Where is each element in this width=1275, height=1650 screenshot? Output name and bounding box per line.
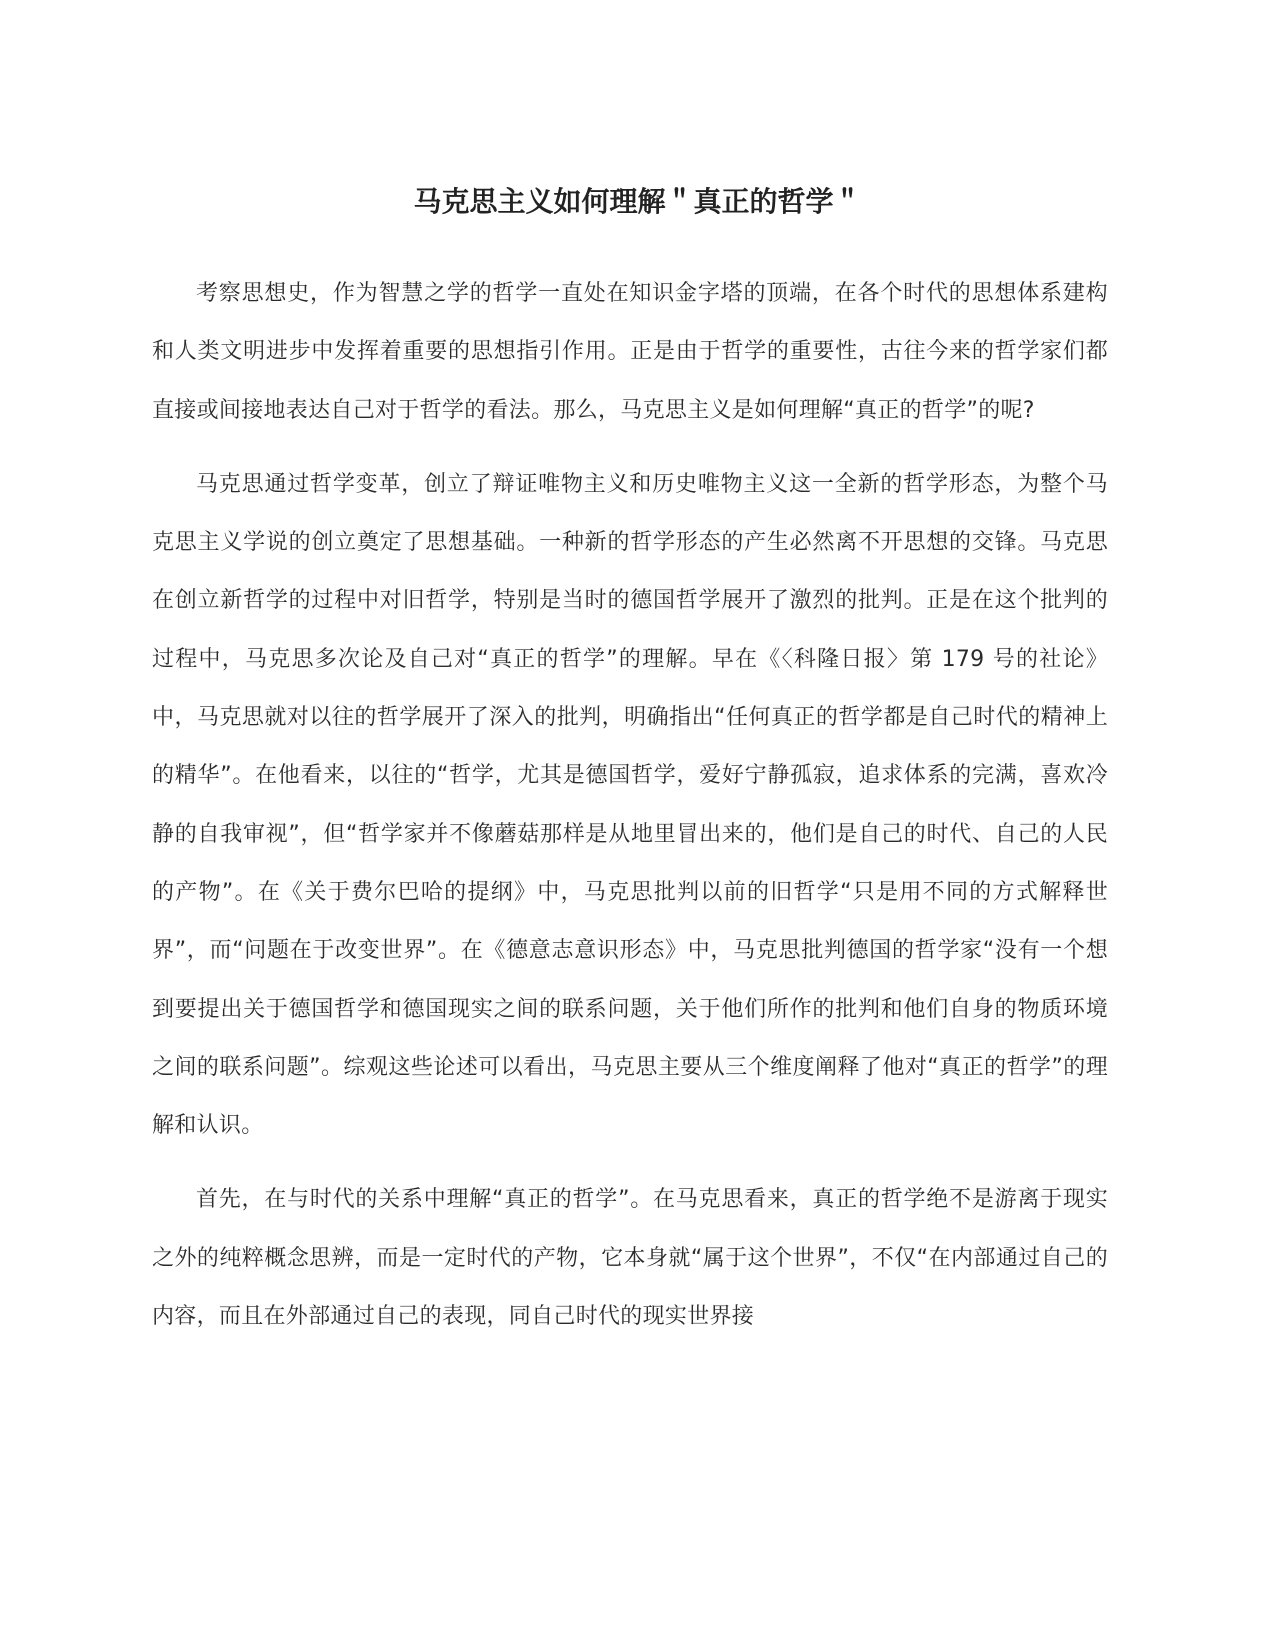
paragraph-3: 首先，在与时代的关系中理解“真正的哲学”。在马克思看来，真正的哲学绝不是游离于现实之外的纯粹概念思辨，而是一定时代的产物，它本身就“属于这个世界”，不仅“在内部通过自己的内容，而且在外部通过自己的表现，同自己时代的现实世界接 (152, 1187, 1108, 1330)
document-title: 马克思主义如何理解＂真正的哲学＂ (413, 185, 862, 218)
paragraph-1: 考察思想史，作为智慧之学的哲学一直处在知识金字塔的顶端，在各个时代的思想体系建构和人类文明进步中发挥着重要的思想指引作用。正是由于哲学的重要性，古往今来的哲学家们都直接或间接地表达自己对于哲学的看法。那么，马克思主义是如何理解“真正的哲学”的呢? (152, 281, 1108, 423)
document-body (152, 265, 1108, 1362)
paragraph-2: 马克思通过哲学变革，创立了辩证唯物主义和历史唯物主义这一全新的哲学形态，为整个马克思主义学说的创立奠定了思想基础。一种新的哲学形态的产生必然离不开思想的交锋。马克思在创立新哲学的过程中对旧哲学，特别是当时的德国哲学展开了激烈的批判。正是在这个批判的过程中，马克思多次论及自己对“真正的哲学”的理解。早在《〈科隆日报〉第 179 号的社论》中，马克思就对以往的哲学展开了深入的批判，明确指出“任何真正的哲学都是自己时代的精神上的精华”。在他看来，以往的“哲学，尤其是德国哲学，爱好宁静孤寂，追求体系的完满，喜欢冷静的自我审视”，但“哲学家并不像蘑菇那样是从地里冒出来的，他们是自己的时代、自己的人民的产物”。在《关于费尔巴哈的提纲》中，马克思批判以前的旧哲学“只是用不同的方式解释世界”，而“问题在于改变世界”。在《德意志意识形态》中，马克思批判德国的哲学家“没有一个想到要提出关于德国哲学和德国现实之间的联系问题，关于他们所作的批判和他们自身的物质环境之间的联系问题”。综观这些论述可以看出，马克思主要从三个维度阐释了他对“真正的哲学”的理解和认识。 (152, 471, 1108, 1139)
